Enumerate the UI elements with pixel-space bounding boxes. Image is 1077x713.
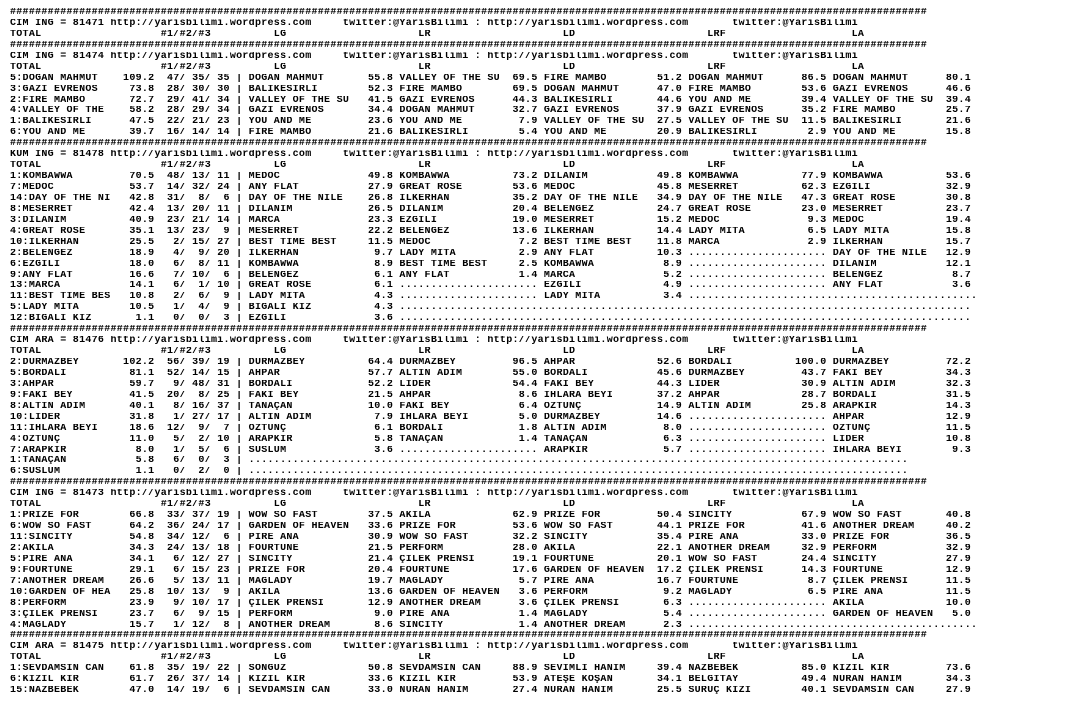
result-row: 4:MAGLADY 15.7 1/ 12/ 8 | ANOTHER DREAM 8.6 SİNCITY 1.4 ANOTHER DREAM 2.3 .............................................. [10, 620, 978, 631]
column-header-line: TOTAL #1/#2/#3 LG LR LD LRF LA [10, 62, 865, 73]
result-row: 9:FAKI BEY 41.5 20/ 8/ 25 | FAKI BEY 21.5 AHPAR 8.6 IHLARA BEYİ 37.2 AHPAR 28.7 BORDALI 31.5 [10, 390, 971, 401]
result-row: 11:IHLARA BEYİ 18.6 12/ 9/ 7 | ÖZTUNÇ 6.1 BORDALI 1.8 ALTIN ADIM 8.0 ...................... ÖZTUNÇ 11.5 [10, 423, 971, 434]
result-row: 7:MEDOC 53.7 14/ 32/ 24 | ANY FLAT 27.9 GREAT ROSE 53.6 MEDOC 45.8 MESERRET 62.3 EZGİLİ 32.9 [10, 183, 971, 193]
result-row: 4:ÖZTUNÇ 11.0 5/ 2/ 10 | ARAPKİR 5.8 TANAÇAN 1.4 TANAÇAN 6.3 ...................... LİDER 10.8 [10, 434, 971, 445]
result-row: 6:WOW SO FAST 64.2 36/ 24/ 17 | GARDEN OF HEAVEN 33.6 PRIZE FOR 53.6 WOW SO FAST 44.1 PRIZE FOR 41.6 ANOTHER DREAM 40.2 [10, 522, 971, 533]
result-row: 6:EZGİLİ 18.0 6/ 8/ 11 | KOMBAWWA 8.9 BEST TIME BEST 2.5 KOMBAWWA 8.9 ...................... DİLANIM 12.1 [10, 259, 971, 270]
race-header-line: CIM ING = 81473 http://yarisbilimi.wordpress.com twitter:@YarisBilimi : http://yarisbilimi.wordpress.com twitter:@YarisBilimi [10, 489, 858, 500]
race-header-line: CIM ING = 81474 http://yarisbilimi.wordpress.com twitter:@YarisBilimi : http://yarisbilimi.wordpress.com twitter:@YarisBilimi [10, 51, 858, 62]
column-header-line: TOTAL #1/#2/#3 LG LR LD LRF LA [10, 161, 865, 172]
result-row: 2:DURMAZBEY 102.2 56/ 39/ 19 | DURMAZBEY 64.4 DURMAZBEY 96.5 AHPAR 52.6 BORDALI 100.0 DURMAZBEY 72.2 [10, 358, 971, 368]
result-row: 9:ANY FLAT 16.6 7/ 10/ 6 | BELENGEZ 6.1 ANY FLAT 1.4 MARCA 5.2 ...................... BELENGEZ 8.7 [10, 270, 971, 281]
result-row: 11:BEST TIME BES 10.8 2/ 6/ 9 | LADY MİTA 4.3 ...................... LADY MİTA 3.4 .............................................. [10, 292, 978, 303]
result-row: 10:İLKERHAN 25.5 2/ 15/ 27 | BEST TIME BEST 11.5 MEDOC 7.2 BEST TIME BEST 11.8 MARCA 2.9 İLKERHAN 15.7 [10, 237, 971, 248]
result-row: 14:DAY OF THE NI 42.8 31/ 8/ 6 | DAY OF THE NİLE 26.8 İLKERHAN 35.2 DAY OF THE NİLE 34.9 DAY OF THE NİLE 47.3 GREAT ROSE 30.8 [10, 193, 971, 204]
result-row: 4:VALLEY OF THE 58.2 28/ 29/ 34 | GAZİ EVRENOS 34.4 DOĞAN MAHMUT 32.7 GAZİ EVRENOS 37.9 GAZİ EVRENOS 35.2 FİRE MAMBO 25.7 [10, 106, 971, 117]
column-header-line: TOTAL #1/#2/#3 LG LR LD LRF LA [10, 500, 865, 511]
result-row: 1:PRIZE FOR 66.8 33/ 37/ 19 | WOW SO FAST 37.5 AKİLA 62.9 PRIZE FOR 50.4 SİNCITY 67.9 WOW SO FAST 40.8 [10, 511, 971, 522]
text-lines [10, 8, 1077, 697]
result-row: 11:SINCITY 54.8 34/ 12/ 6 | PİRE ANA 30.9 WOW SO FAST 32.2 SİNCITY 35.4 PİRE ANA 33.0 PRIZE FOR 36.5 [10, 533, 971, 543]
result-row: 8:ALTIN ADIM 40.1 8/ 16/ 37 | TANAÇAN 10.0 FAKI BEY 6.4 ÖZTUNÇ 14.9 ALTIN ADIM 25.8 ARAPKİR 14.3 [10, 401, 971, 412]
race-header-line: CIM ING = 81471 http://yarisbilimi.wordpress.com twitter:@YarisBilimi : http://yarisbilimi.wordpress.com twitter:@YarisBilimi [10, 18, 858, 29]
result-row: 10:GARDEN OF HEA 25.8 10/ 13/ 9 | AKİLA 13.6 GARDEN OF HEAVEN 3.6 PERFORM 9.2 MAGLADY 6.5 PİRE ANA 11.5 [10, 587, 971, 598]
race-header-line: CIM ARA = 81476 http://yarisbilimi.wordpress.com twitter:@YarisBilimi : http://yarisbilimi.wordpress.com twitter:@YarisBilimi [10, 336, 858, 347]
result-row: 5:DOĞAN MAHMUT 109.2 47/ 35/ 35 | DOĞAN MAHMUT 55.8 VALLEY OF THE SU 69.5 FİRE MAMBO 51.2 DOĞAN MAHMUT 86.5 DOĞAN MAHMUT 80.1 [10, 73, 971, 84]
result-row: 4:GREAT ROSE 35.1 13/ 23/ 9 | MESERRET 22.2 BELENGEZ 13.6 İLKERHAN 14.4 LADY MİTA 6.5 LADY MİTA 15.8 [10, 226, 971, 237]
result-row: 3:ÇİLEK PRENSİ 23.7 6/ 9/ 15 | PERFORM 9.0 PİRE ANA 1.4 MAGLADY 5.4 ...................... GARDEN OF HEAVEN 5.0 [10, 609, 971, 620]
result-row: 5:BORDALI 81.1 52/ 14/ 15 | AHPAR 57.7 ALTIN ADIM 55.0 BORDALI 45.6 DURMAZBEY 43.7 FAKI BEY 34.3 [10, 368, 971, 379]
column-header-line: TOTAL #1/#2/#3 LG LR LD LRF LA [10, 29, 865, 40]
result-row: 3:GAZİ EVRENOS 73.8 28/ 30/ 30 | BALIKESİRLİ 52.3 FİRE MAMBO 69.5 DOĞAN MAHMUT 47.0 FİRE MAMBO 53.6 GAZİ EVRENOS 46.6 [10, 84, 971, 95]
separator-line: ################################################################################################################################################## [10, 40, 928, 51]
separator-line: ################################################################################################################################################## [10, 631, 928, 642]
column-header-line: TOTAL #1/#2/#3 LG LR LD LRF LA [10, 653, 865, 664]
result-row: 6:SÜSLÜM 1.1 0/ 2/ 0 | ......................................................................................................... [10, 467, 909, 478]
result-row: 6:YOU AND ME 39.7 16/ 14/ 14 | FİRE MAMBO 21.6 BALIKESİRLİ 5.4 YOU AND ME 20.9 BALIKESİRLİ 2.9 YOU AND ME 15.8 [10, 128, 971, 139]
result-row: 2:AKİLA 34.3 24/ 13/ 18 | FOURTUNE 21.5 PERFORM 28.0 AKİLA 22.1 ANOTHER DREAM 32.9 PERFORM 32.9 [10, 543, 971, 554]
column-header-line: TOTAL #1/#2/#3 LG LR LD LRF LA [10, 347, 865, 358]
result-row: 1:KOMBAWWA 70.5 48/ 13/ 11 | MEDOC 49.8 KOMBAWWA 73.2 DİLANIM 49.8 KOMBAWWA 77.9 KOMBAWWA 53.6 [10, 172, 971, 183]
result-row: 1:SEVDAMSIN CAN 61.8 35/ 19/ 22 | SONGÜZ 50.8 SEVDAMSIN CAN 88.9 SEVİMLİ HANIM 39.4 NAZBEBEK 85.0 KIZIL KIR 73.6 [10, 664, 971, 675]
result-row: 2:FIRE MAMBO 72.7 29/ 41/ 34 | VALLEY OF THE SU 41.5 GAZİ EVRENOS 44.3 BALIKESİRLİ 44.6 YOU AND ME 39.4 VALLEY OF THE SU 39.4 [10, 95, 971, 106]
result-row: 6:KIZIL KIR 61.7 26/ 37/ 14 | KIZIL KIR 33.6 KIZIL KIR 53.9 ATEŞE KOŞAN 34.1 BELGİTAY 49.4 NURAN HANIM 34.3 [10, 675, 971, 686]
result-row: 12:BIGALI KIZ 1.1 0/ 0/ 3 | EZGİLİ 3.6 ........................................................................................... [10, 314, 971, 325]
result-row: 7:ANOTHER DREAM 26.6 5/ 13/ 11 | MAGLADY 19.7 MAGLADY 5.7 PİRE ANA 16.7 FOURTUNE 8.7 ÇİLEK PRENSİ 11.5 [10, 576, 971, 587]
result-row: 1:BALIKESIRLI 47.5 22/ 21/ 23 | YOU AND ME 23.6 YOU AND ME 7.9 VALLEY OF THE SU 27.5 VALLEY OF THE SU 11.5 BALIKESİRLİ 21.6 [10, 117, 971, 128]
result-row: 5:LADY MITA 10.5 1/ 4/ 9 | BIGALI KIZ 4.3 ........................................................................................... [10, 303, 971, 314]
separator-line: ################################################################################################################################################## [10, 8, 928, 18]
result-row: 15:NAZBEBEK 47.0 14/ 19/ 6 | SEVDAMSIN CAN 33.0 NURAN HANIM 27.4 NURAN HANIM 25.5 SURUÇ KIZI 40.1 SEVDAMSIN CAN 27.9 [10, 686, 971, 697]
result-row: 3:AHPAR 59.7 9/ 48/ 31 | BORDALI 52.2 LİDER 54.4 FAKI BEY 44.3 LİDER 30.9 ALTIN ADIM 32.3 [10, 379, 971, 390]
result-row: 5:PİRE ANA 34.1 6/ 12/ 27 | SİNCITY 21.4 ÇİLEK PRENSİ 19.1 FOURTUNE 20.1 WOW SO FAST 24.4 SİNCITY 27.9 [10, 554, 971, 565]
result-row: 10:LIDER 31.8 1/ 27/ 17 | ALTIN ADIM 7.9 IHLARA BEYİ 5.0 DURMAZBEY 14.6 ...................... AHPAR 12.9 [10, 412, 971, 423]
separator-line: ################################################################################################################################################## [10, 478, 928, 489]
separator-line: ################################################################################################################################################## [10, 325, 928, 336]
result-row: 1:TANAÇAN 5.8 6/ 0/ 3 | ......................................................................................................... [10, 456, 909, 467]
race-header-line: KUM ING = 81478 http://yarisbilimi.wordpress.com twitter:@YarisBilimi : http://yarisbilimi.wordpress.com twitter:@YarisBilimi [10, 150, 858, 161]
result-row: 8:PERFORM 23.9 9/ 10/ 17 | ÇİLEK PRENSİ 12.9 ANOTHER DREAM 3.6 ÇİLEK PRENSİ 6.3 ...................... AKİLA 10.0 [10, 598, 971, 609]
result-row: 2:BELENGEZ 18.9 4/ 9/ 20 | İLKERHAN 9.7 LADY MİTA 2.9 ANY FLAT 10.3 ...................... DAY OF THE NİLE 12.9 [10, 248, 971, 259]
result-row: 13:MARCA 14.1 6/ 1/ 10 | GREAT ROSE 6.1 ...................... EZGİLİ 4.9 ...................... ANY FLAT 3.6 [10, 281, 971, 292]
separator-line: ################################################################################################################################################## [10, 139, 928, 150]
result-row: 3:DILANIM 40.9 23/ 21/ 14 | MARCA 23.3 EZGİLİ 19.0 MESERRET 15.2 MEDOC 9.3 MEDOC 19.4 [10, 215, 971, 226]
result-row: 8:MESERRET 42.4 13/ 20/ 11 | DİLANIM 26.5 DİLANIM 20.4 BELENGEZ 24.7 GREAT ROSE 23.0 MESERRET 23.7 [10, 204, 971, 215]
race-header-line: CIM ARA = 81475 http://yarisbilimi.wordpress.com twitter:@YarisBilimi : http://yarisbilimi.wordpress.com twitter:@YarisBilimi [10, 642, 858, 653]
result-row: 7:ARAPKİR 8.0 1/ 5/ 6 | SÜSLÜM 3.6 ...................... ARAPKİR 5.7 ...................... IHLARA BEYİ 9.3 [10, 445, 971, 456]
result-row: 9:FOURTUNE 29.1 6/ 15/ 23 | PRIZE FOR 20.4 FOURTUNE 17.6 GARDEN OF HEAVEN 17.2 ÇİLEK PRENSİ 14.3 FOURTUNE 12.9 [10, 565, 971, 576]
